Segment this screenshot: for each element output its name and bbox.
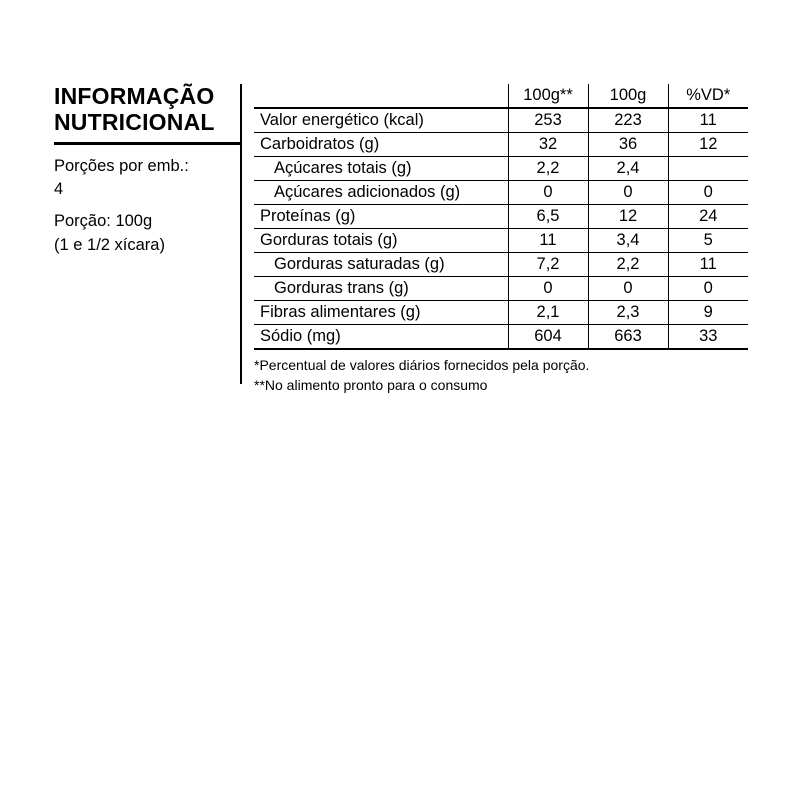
- portion-size-detail: (1 e 1/2 xícara): [54, 235, 165, 254]
- nutrient-name: Valor energético (kcal): [254, 108, 508, 133]
- portions-per-package-value: 4: [54, 179, 64, 198]
- nutrient-value-2: 2,3: [588, 301, 668, 325]
- nutrient-value-3: 0: [668, 181, 748, 205]
- column-header-name: [254, 84, 508, 108]
- nutrient-value-3: 5: [668, 229, 748, 253]
- footnote-vd: *Percentual de valores diários fornecidos pela porção.: [254, 357, 590, 373]
- nutrient-value-3: 33: [668, 325, 748, 350]
- nutrient-value-1: 2,1: [508, 301, 588, 325]
- nutrient-value-2: 36: [588, 133, 668, 157]
- nutrient-value-2: 0: [588, 277, 668, 301]
- nutrient-value-3: 11: [668, 108, 748, 133]
- portion-size-label: Porção: 100g: [54, 212, 153, 231]
- nutrient-name: Gorduras trans (g): [254, 277, 508, 301]
- nutrient-value-1: 0: [508, 181, 588, 205]
- nutrient-value-3: 0: [668, 277, 748, 301]
- nutrient-value-2: 663: [588, 325, 668, 350]
- nutrient-value-1: 7,2: [508, 253, 588, 277]
- nutrient-name: Sódio (mg): [254, 325, 508, 350]
- label-heading-block: [54, 84, 240, 257]
- nutrient-value-3: [668, 157, 748, 181]
- table-row: [254, 157, 748, 181]
- table-header-row: [254, 84, 748, 108]
- nutrient-value-3: 12: [668, 133, 748, 157]
- nutrient-name: Fibras alimentares (g): [254, 301, 508, 325]
- vertical-divider: [240, 84, 242, 384]
- table-row: [254, 325, 748, 350]
- table-row: [254, 277, 748, 301]
- nutrient-value-1: 32: [508, 133, 588, 157]
- footnotes-block: [254, 355, 748, 396]
- nutrient-value-1: 253: [508, 108, 588, 133]
- nutrient-value-2: 2,4: [588, 157, 668, 181]
- column-header-col3: %VD*: [668, 84, 748, 108]
- title-line-1: INFORMAÇÃO: [54, 83, 215, 109]
- nutrition-table-container: [254, 84, 754, 396]
- servings-block: [54, 155, 232, 258]
- table-row: [254, 205, 748, 229]
- nutrient-value-1: 11: [508, 229, 588, 253]
- title-divider: [54, 142, 240, 145]
- table-row: [254, 253, 748, 277]
- table-row: [254, 301, 748, 325]
- footnote-ready-food: **No alimento pronto para o consumo: [254, 377, 488, 394]
- nutrient-value-3: 11: [668, 253, 748, 277]
- title-line-2: NUTRICIONAL: [54, 108, 215, 135]
- nutrient-value-2: 2,2: [588, 253, 668, 277]
- nutrient-value-2: 3,4: [588, 229, 668, 253]
- table-row: [254, 108, 748, 133]
- nutrient-name: Gorduras totais (g): [254, 229, 508, 253]
- table-row: [254, 229, 748, 253]
- nutrient-name: Açúcares totais (g): [254, 157, 508, 181]
- portions-per-package-label: Porções por emb.:: [54, 156, 189, 175]
- page-title: [54, 84, 232, 136]
- nutrient-value-1: 604: [508, 325, 588, 350]
- nutrient-value-1: 0: [508, 277, 588, 301]
- table-body: [254, 108, 748, 349]
- nutrient-name: Açúcares adicionados (g): [254, 181, 508, 205]
- nutrition-label: [54, 84, 754, 396]
- nutrient-value-2: 12: [588, 205, 668, 229]
- nutrient-value-1: 2,2: [508, 157, 588, 181]
- column-header-col1: 100g**: [508, 84, 588, 108]
- table-row: [254, 133, 748, 157]
- table-row: [254, 181, 748, 205]
- nutrition-table: [254, 84, 748, 350]
- nutrient-value-3: 9: [668, 301, 748, 325]
- spacer: [54, 201, 232, 210]
- nutrient-value-2: 0: [588, 181, 668, 205]
- nutrient-value-3: 24: [668, 205, 748, 229]
- nutrient-name: Gorduras saturadas (g): [254, 253, 508, 277]
- nutrient-name: Proteínas (g): [254, 205, 508, 229]
- nutrient-value-2: 223: [588, 108, 668, 133]
- nutrient-value-1: 6,5: [508, 205, 588, 229]
- nutrient-name: Carboidratos (g): [254, 133, 508, 157]
- column-header-col2: 100g: [588, 84, 668, 108]
